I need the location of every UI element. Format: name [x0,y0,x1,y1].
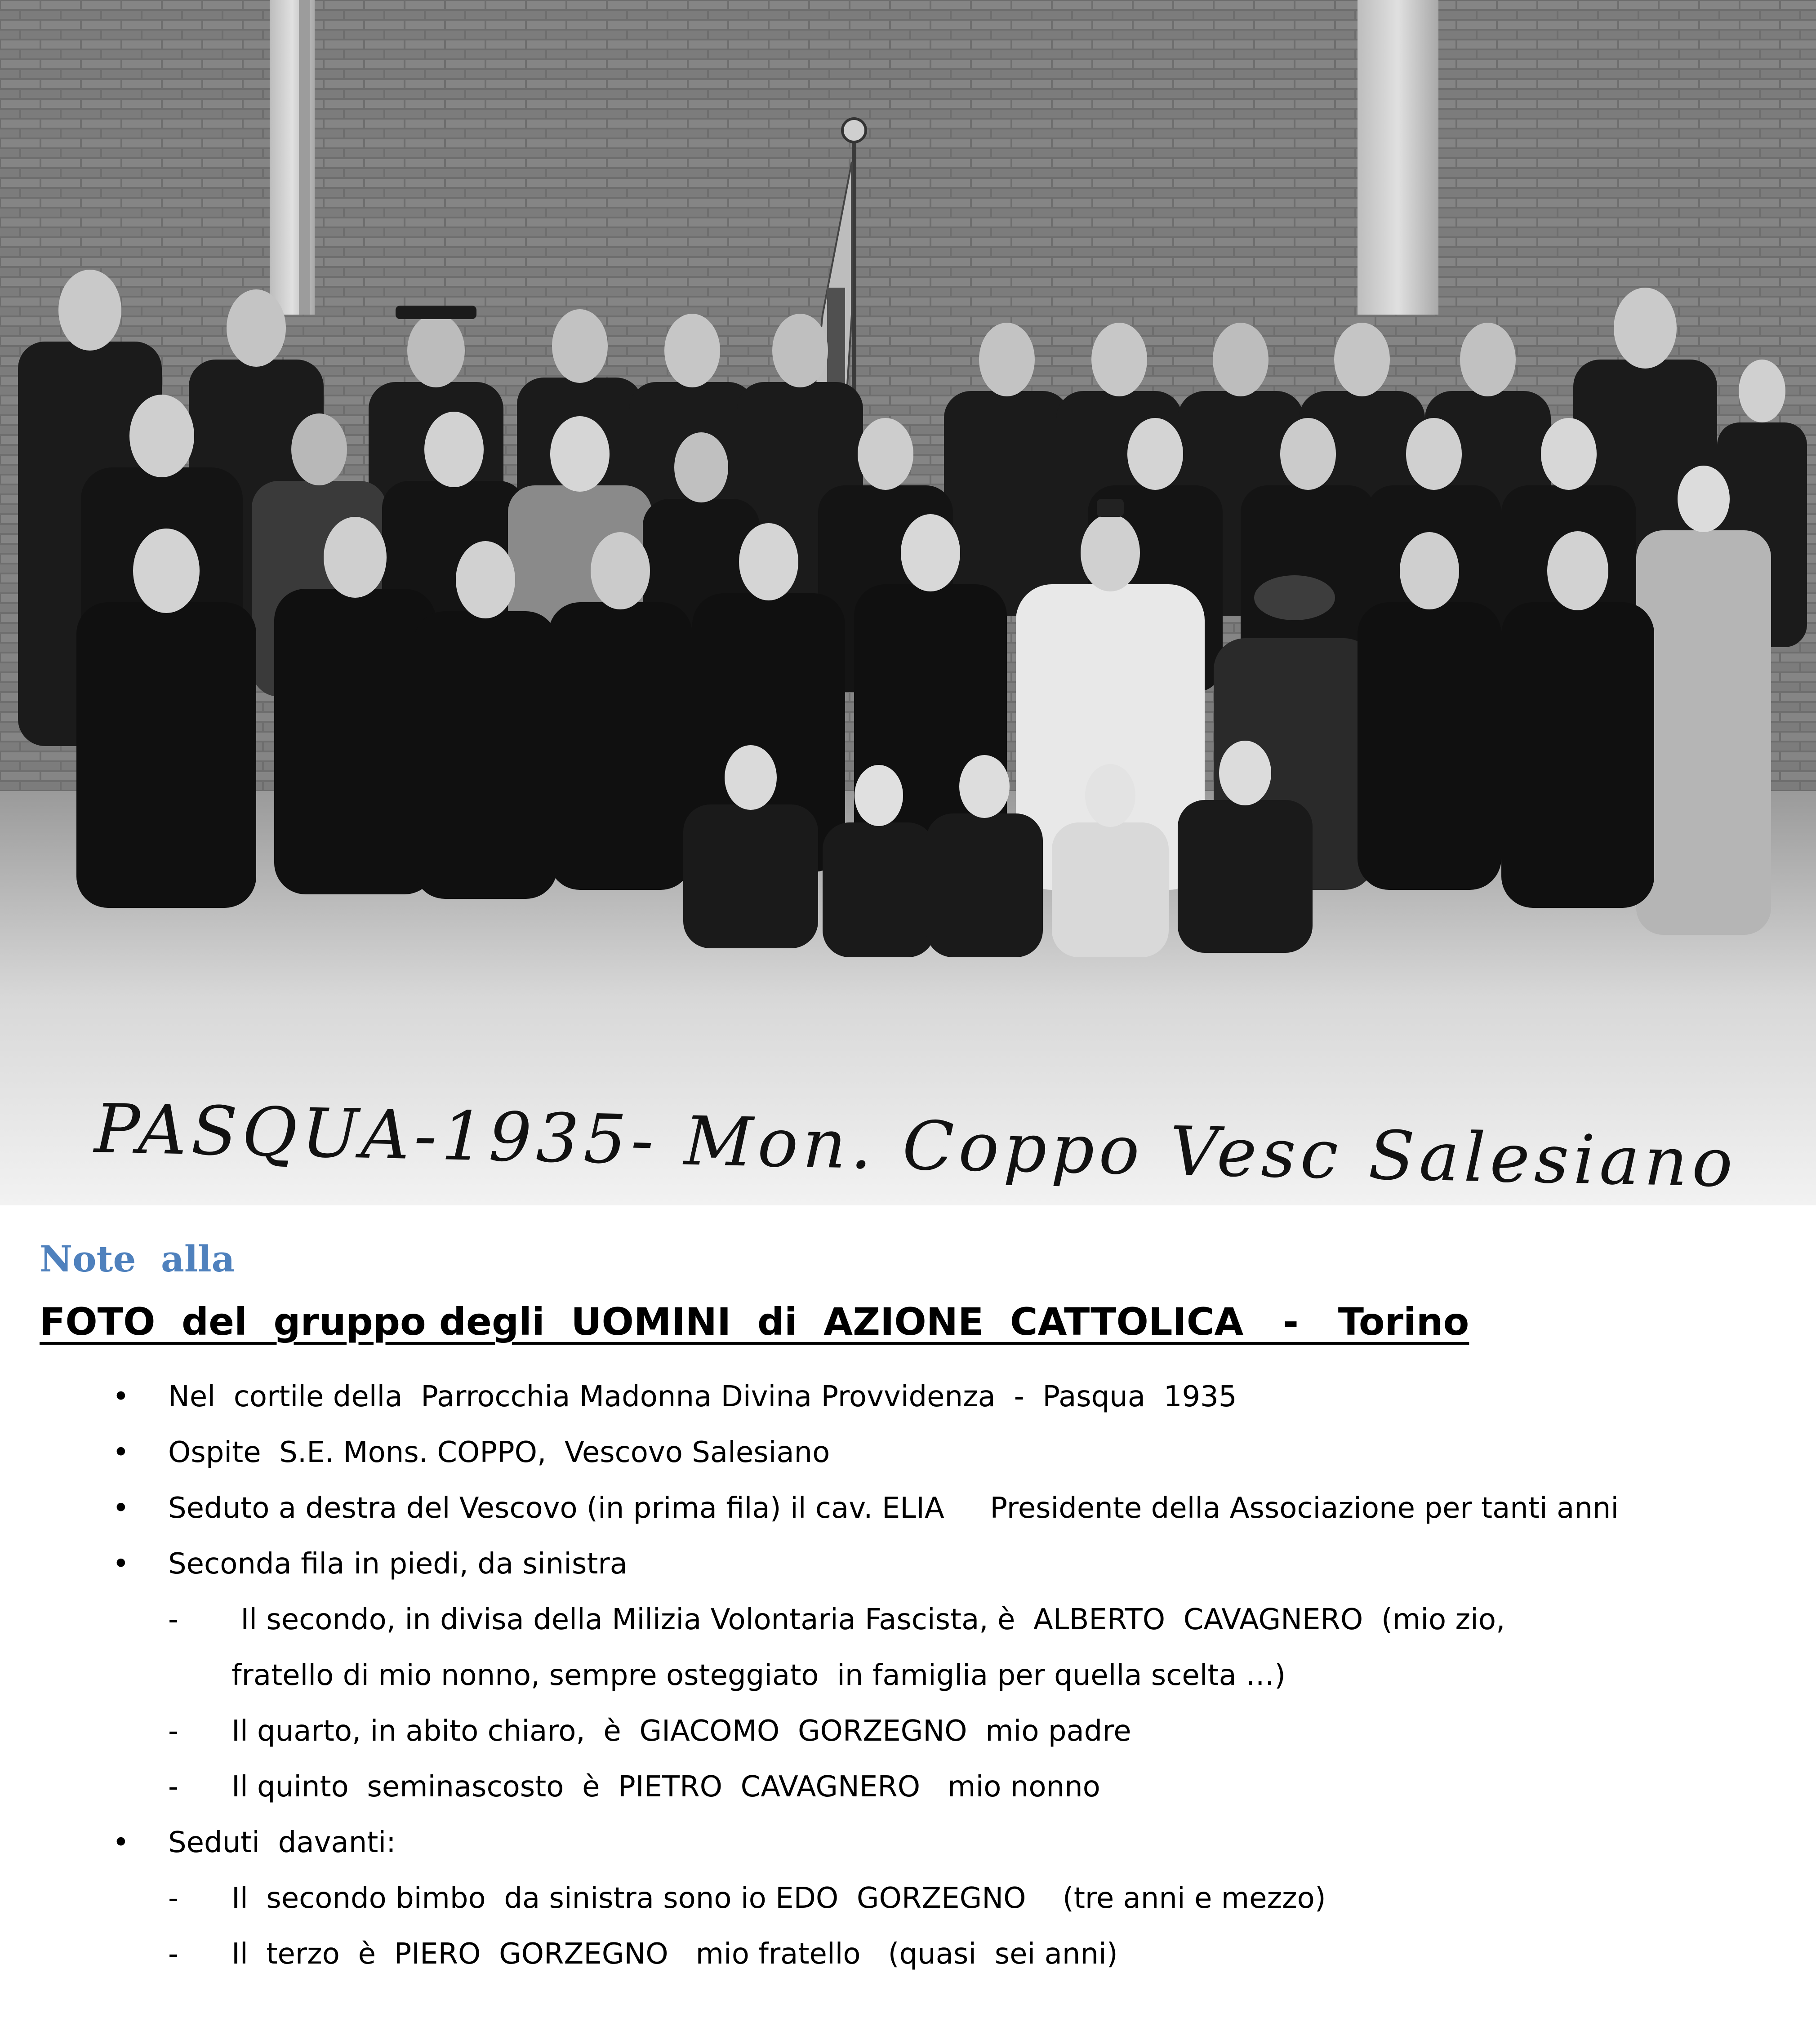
dash-marker: - [168,1937,179,1971]
note-text: Il secondo bimbo da sinistra sono io EDO GORZEGNO (tre anni e mezzo) [231,1882,1326,1915]
note-text: Seduti davanti: [168,1826,396,1859]
note-bullet-item [0,1542,1816,1586]
note-text: Il quarto, in abito chiaro, è GIACOMO GORZEGNO mio padre [231,1715,1131,1748]
notes-title: FOTO del gruppo degli UOMINI di AZIONE CATTOLICA - Torino [40,1300,1469,1344]
bullet-marker: • [112,1826,129,1859]
notes-heading: Note alla [40,1238,235,1280]
note-text: Ospite S.E. Mons. COPPO, Vescovo Salesiano [168,1436,830,1469]
note-text: Seconda fila in piedi, da sinistra [168,1547,628,1581]
note-text: Il secondo, in divisa della Milizia Volontaria Fascista, è ALBERTO CAVAGNERO (mio zio, [231,1603,1505,1636]
note-sub-item [0,1597,1816,1642]
dash-marker: - [168,1603,179,1636]
bullet-marker: • [112,1380,129,1413]
bullet-marker: • [112,1436,129,1469]
note-continuation-line [0,1653,1816,1698]
note-bullet-item [0,1820,1816,1865]
dash-marker: - [168,1770,179,1804]
dash-marker: - [168,1882,179,1915]
note-sub-item [0,1709,1816,1754]
bullet-marker: • [112,1547,129,1581]
notes-section [0,1205,1816,2044]
note-text: Nel cortile della Parrocchia Madonna Divina Provvidenza - Pasqua 1935 [168,1380,1237,1413]
dash-marker: - [168,1715,179,1748]
note-text: Il quinto seminascosto è PIETRO CAVAGNERO mio nonno [231,1770,1100,1804]
wall-pillar-right [1358,0,1438,315]
note-sub-item [0,1876,1816,1921]
note-bullet-item [0,1486,1816,1531]
note-bullet-item [0,1430,1816,1475]
note-sub-item [0,1932,1816,1977]
note-bullet-item [0,1374,1816,1419]
note-sub-item [0,1764,1816,1809]
note-text: Il terzo è PIERO GORZEGNO mio fratello (quasi sei anni) [231,1937,1118,1971]
note-text: Seduto a destra del Vescovo (in prima fila) il cav. ELIA Presidente della Associazione per tanti anni [168,1492,1619,1525]
note-text: fratello di mio nonno, sempre osteggiato in famiglia per quella scelta …) [231,1659,1286,1692]
drain-pipe [299,0,310,315]
bullet-marker: • [112,1492,129,1525]
handwritten-caption: PASQUA-1935- Mon. Coppo Vesc Salesiano [93,1090,1738,1203]
